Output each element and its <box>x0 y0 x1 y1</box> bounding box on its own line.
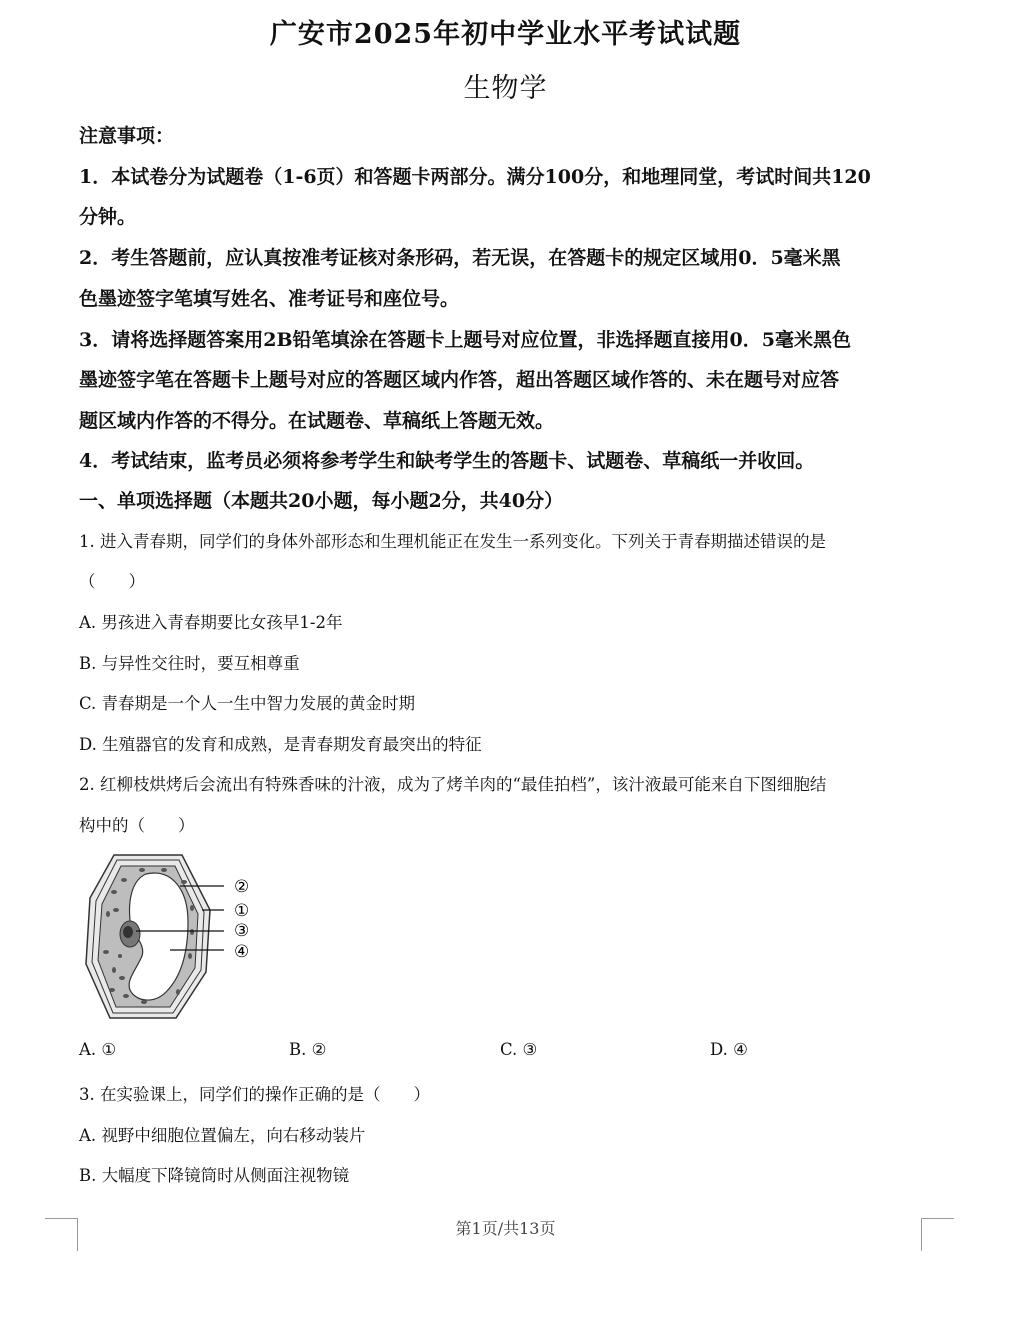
question-2-option-d: D. ④ <box>710 1040 748 1059</box>
section-heading: 一、单项选择题（本题共20小题，每小题2分，共40分） <box>79 490 564 512</box>
figure-label-1: ① <box>234 901 250 921</box>
question-1-option-b: B. 与异性交往时，要互相尊重 <box>79 654 300 673</box>
question-3-stem: 3. 在实验课上，同学们的操作正确的是（ ） <box>79 1085 430 1104</box>
figure-label-3: ③ <box>234 921 250 941</box>
notice-line: 1．本试卷分为试题卷（1-6页）和答题卡两部分。满分100分，和地理同堂，考试时间共120 <box>79 166 871 188</box>
question-2-option-a: A. ① <box>79 1040 117 1059</box>
question-1-option-c: C. 青春期是一个人一生中智力发展的黄金时期 <box>79 694 416 713</box>
notice-line: 4．考试结束，监考员必须将参考学生和缺考学生的答题卡、试题卷、草稿纸一并收回。 <box>79 450 815 472</box>
subject-title: 生物学 <box>463 73 548 104</box>
notice-line: 墨迹签字笔在答题卡上题号对应的答题区域内作答，超出答题区域作答的、未在题号对应答 <box>79 369 840 391</box>
notice-heading: 注意事项： <box>79 125 175 147</box>
question-1-stem: 1. 进入青春期，同学们的身体外部形态和生理机能正在发生一系列变化。下列关于青春期描述错误的是 <box>79 532 826 551</box>
notice-line: 分钟。 <box>79 206 137 228</box>
question-2-stem: 2. 红柳枝烘烤后会流出有特殊香味的汁液，成为了烤羊肉的“最佳拍档”，该汁液最可能来自下图细胞结 <box>79 775 827 794</box>
notice-line: 题区域内作答的不得分。在试题卷、草稿纸上答题无效。 <box>79 410 555 432</box>
notice-line: 色墨迹签字笔填写姓名、准考证号和座位号。 <box>79 288 460 310</box>
question-1-stem-cont: （ ） <box>79 572 145 591</box>
question-1-option-a: A. 男孩进入青春期要比女孩早1-2年 <box>79 613 343 632</box>
question-3-option-a: A. 视野中细胞位置偏左，向右移动装片 <box>79 1126 366 1145</box>
question-2-option-c: C. ③ <box>500 1040 538 1059</box>
exam-title: 广安市2025年初中学业水平考试试题 <box>269 19 742 50</box>
plant-cell-figure <box>84 852 264 1022</box>
question-2-option-b: B. ② <box>289 1040 327 1059</box>
question-1-option-d: D. 生殖器官的发育和成熟，是青春期发育最突出的特征 <box>79 735 482 754</box>
notice-line: 3．请将选择题答案用2B铅笔填涂在答题卡上题号对应位置，非选择题直接用0．5毫米黑色 <box>79 329 851 351</box>
figure-label-2: ② <box>234 877 250 897</box>
question-2-stem-cont: 构中的（ ） <box>79 816 195 835</box>
page-number: 第1页/共13页 <box>455 1219 556 1238</box>
question-3-option-b: B. 大幅度下降镜筒时从侧面注视物镜 <box>79 1166 350 1185</box>
notice-line: 2．考生答题前，应认真按准考证核对条形码，若无误，在答题卡的规定区域用0．5毫米黑 <box>79 247 841 269</box>
figure-label-4: ④ <box>234 942 250 962</box>
